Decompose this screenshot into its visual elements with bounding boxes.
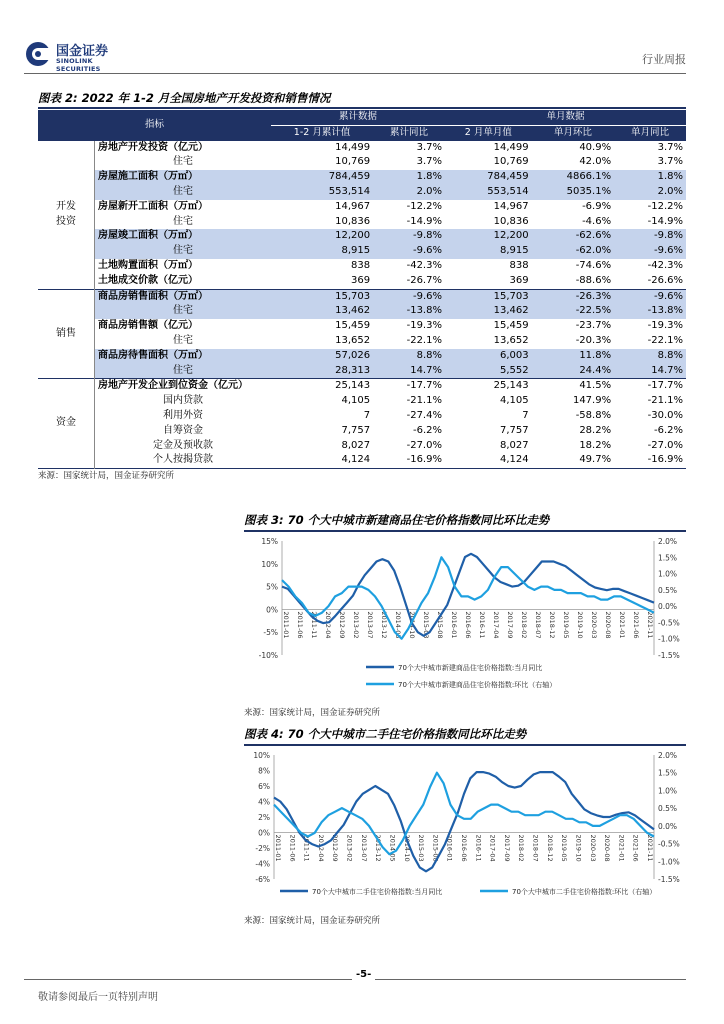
header-cumulative: 累计数据 bbox=[271, 110, 445, 125]
x-tick-label: 2014-05 bbox=[394, 611, 402, 639]
header-cum-yoy: 累计同比 bbox=[373, 125, 445, 140]
x-tick-label: 2016-06 bbox=[460, 834, 468, 862]
header-month-value: 2 月单月值 bbox=[445, 125, 532, 140]
legend-label-0: 70个大中城市二手住宅价格指数:当月同比 bbox=[312, 888, 443, 896]
table-row: 利用外资 7 -27.4% 7 -58.8% -30.0% bbox=[163, 409, 683, 421]
x-tick-label: 2016-11 bbox=[478, 611, 486, 639]
y-right-tick-label: 2.0% bbox=[658, 751, 678, 760]
table-row: 住宅 13,462 -13.8% 13,462 -22.5% -13.8% bbox=[38, 304, 686, 319]
table-title-rule bbox=[38, 107, 686, 109]
x-tick-label: 2016-01 bbox=[450, 611, 458, 639]
chart4-title-rule bbox=[244, 744, 686, 746]
x-tick-label: 2019-10 bbox=[574, 834, 583, 862]
x-tick-label: 2016-06 bbox=[464, 611, 472, 639]
header-rule bbox=[24, 73, 686, 74]
header-indicator: 指标 bbox=[38, 110, 271, 141]
y-right-tick-label: -1.0% bbox=[658, 634, 680, 644]
y-left-tick-label: 6% bbox=[258, 782, 270, 791]
y-right-tick-label: 0.0% bbox=[658, 821, 678, 831]
x-tick-label: 2011-06 bbox=[296, 611, 304, 639]
x-tick-label: 2020-08 bbox=[604, 611, 612, 639]
y-right-tick-label: 1.0% bbox=[658, 569, 678, 579]
brand-en: SINOLINK SECURITIES bbox=[56, 57, 101, 73]
x-tick-label: 2018-07 bbox=[534, 611, 542, 639]
y-left-tick-label: 8% bbox=[258, 766, 270, 776]
x-tick-label: 2011-11 bbox=[310, 611, 318, 639]
x-tick-label: 2017-09 bbox=[506, 611, 514, 639]
x-tick-label: 2011-01 bbox=[274, 834, 282, 862]
x-tick-label: 2019-10 bbox=[576, 611, 584, 639]
y-right-tick-label: -0.5% bbox=[658, 839, 680, 849]
legend-label-1: 70个大中城市新建商品住宅价格指数:环比（右轴） bbox=[398, 681, 557, 689]
chart3-title-rule bbox=[244, 530, 686, 532]
table-row: 房屋新开工面积（万㎡） 14,967 -12.2% 14,967 -6.9% -12.2% bbox=[98, 200, 683, 212]
table-row: 土地购置面积（万㎡） 838 -42.3% 838 -74.6% -42.3% bbox=[98, 259, 683, 271]
x-tick-label: 2012-09 bbox=[338, 611, 346, 639]
header-monthly: 单月数据 bbox=[445, 110, 686, 125]
header-month-mom: 单月环比 bbox=[532, 125, 614, 140]
x-tick-label: 2011-06 bbox=[288, 834, 297, 862]
x-tick-label: 2017-04 bbox=[488, 834, 497, 862]
x-tick-label: 2011-01 bbox=[282, 611, 290, 639]
y-left-tick-label: -2% bbox=[255, 844, 270, 853]
x-tick-label: 2014-10 bbox=[408, 611, 416, 639]
category-development: 开发 投资 bbox=[38, 141, 95, 289]
x-tick-label: 2018-07 bbox=[531, 834, 540, 862]
legend-label-0: 70个大中城市新建商品住宅价格指数:当月同比 bbox=[398, 664, 543, 672]
logo bbox=[24, 40, 134, 73]
x-tick-label: 2021-11 bbox=[646, 834, 654, 862]
disclaimer-note: 敬请参阅最后一页特别声明 bbox=[38, 992, 158, 1003]
table-row: 定金及预收款 8,027 -27.0% 8,027 18.2% -27.0% bbox=[153, 439, 683, 451]
x-tick-label: 2018-02 bbox=[517, 834, 526, 862]
x-tick-label: 2019-05 bbox=[560, 834, 569, 862]
x-tick-label: 2014-10 bbox=[402, 834, 411, 862]
y-right-tick-label: 1.0% bbox=[658, 786, 678, 796]
doc-type: 行业周报 bbox=[642, 53, 686, 66]
brand-cn: 国金证券 bbox=[56, 44, 109, 59]
y-left-tick-label: -10% bbox=[258, 651, 278, 660]
table-title: 图表 2: 2022 年 1-2 月全国房地产开发投资和销售情况 bbox=[38, 91, 331, 105]
investment-sales-table bbox=[38, 110, 686, 469]
x-tick-label: 2013-12 bbox=[374, 834, 383, 862]
x-tick-label: 2017-09 bbox=[502, 834, 511, 862]
table-row: 土地成交价款（亿元） 369 -26.7% 369 -88.6% -26.6% bbox=[98, 274, 683, 286]
y-right-tick-label: 0.5% bbox=[658, 804, 678, 814]
x-tick-label: 2021-06 bbox=[632, 611, 640, 639]
chart3-source: 来源：国家统计局，国金证券研究所 bbox=[244, 708, 381, 718]
table-source: 来源：国家统计局，国金证券研究所 bbox=[38, 471, 175, 481]
y-left-tick-label: 0% bbox=[258, 828, 270, 838]
x-tick-label: 2016-11 bbox=[474, 834, 483, 862]
chart4-source: 来源：国家统计局，国金证券研究所 bbox=[244, 916, 381, 926]
y-left-tick-label: -6% bbox=[255, 875, 270, 884]
y-left-tick-label: 10% bbox=[261, 559, 278, 569]
x-tick-label: 2018-12 bbox=[545, 834, 554, 862]
table-row: 自筹资金 7,757 -6.2% 7,757 28.2% -6.2% bbox=[163, 424, 683, 436]
table-row: 商品房销售额（亿元） 15,459 -19.3% 15,459 -23.7% -19.3% bbox=[98, 320, 683, 332]
x-tick-label: 2018-02 bbox=[520, 611, 528, 639]
x-tick-label: 2019-05 bbox=[562, 611, 570, 639]
table-row: 房屋施工面积（万㎡） 784,459 1.8% 784,459 4866.1% 1.8% bbox=[38, 170, 686, 185]
y-right-tick-label: -1.5% bbox=[658, 875, 680, 884]
page-number: -5- bbox=[352, 969, 375, 980]
x-tick-label: 2015-08 bbox=[436, 611, 444, 639]
x-tick-label: 2013-12 bbox=[380, 611, 388, 639]
y-right-tick-label: 0.5% bbox=[658, 585, 678, 595]
y-right-tick-label: -1.5% bbox=[658, 651, 680, 660]
table-row: 商品房待售面积（万㎡） 57,026 8.8% 6,003 11.8% 8.8% bbox=[38, 349, 686, 364]
header-cum-value: 1-2 月累计值 bbox=[271, 125, 373, 140]
y-right-tick-label: 0.0% bbox=[658, 602, 678, 612]
table-row: 住宅 553,514 2.0% 553,514 5035.1% 2.0% bbox=[38, 185, 686, 200]
table-row: 住宅 10,769 3.7% 10,769 42.0% 3.7% bbox=[173, 156, 683, 168]
legend-label-1: 70个大中城市二手住宅价格指数:环比（右轴） bbox=[512, 888, 657, 896]
y-left-tick-label: -4% bbox=[255, 859, 270, 869]
table-row: 资金 房地产开发企业到位资金（亿元） 25,143 -17.7% 25,143 41.5% -17.7% bbox=[38, 379, 686, 394]
y-right-tick-label: 1.5% bbox=[658, 768, 678, 778]
x-tick-label: 2011-11 bbox=[302, 834, 311, 862]
chart3-title: 图表 3: 70 个大中城市新建商品住宅价格指数同比环比走势 bbox=[244, 513, 550, 527]
table-row: 住宅 13,652 -22.1% 13,652 -20.3% -22.1% bbox=[173, 334, 683, 346]
y-right-tick-label: -1.0% bbox=[658, 857, 680, 867]
table-row: 个人按揭贷款 4,124 -16.9% 4,124 49.7% -16.9% bbox=[38, 453, 686, 468]
x-tick-label: 2017-04 bbox=[492, 611, 500, 639]
table-row: 住宅 8,915 -9.6% 8,915 -62.0% -9.6% bbox=[38, 244, 686, 259]
x-tick-label: 2018-12 bbox=[548, 611, 556, 639]
y-left-tick-label: 5% bbox=[266, 582, 278, 592]
x-tick-label: 2012-09 bbox=[331, 834, 340, 862]
y-left-tick-label: 15% bbox=[261, 537, 278, 546]
x-tick-label: 2021-11 bbox=[646, 611, 654, 639]
y-left-tick-label: -5% bbox=[263, 628, 278, 638]
x-tick-label: 2020-03 bbox=[588, 834, 597, 862]
header-month-yoy: 单月同比 bbox=[614, 125, 686, 140]
x-tick-label: 2020-08 bbox=[603, 834, 612, 862]
x-tick-label: 2015-08 bbox=[431, 834, 440, 862]
table-row: 销售 商品房销售面积（万㎡） 15,703 -9.6% 15,703 -26.3% -9.6% bbox=[38, 289, 686, 304]
y-left-tick-label: 10% bbox=[253, 751, 270, 760]
x-tick-label: 2021-01 bbox=[617, 834, 626, 862]
x-tick-label: 2021-01 bbox=[618, 611, 626, 639]
y-right-tick-label: 2.0% bbox=[658, 537, 678, 546]
x-tick-label: 2013-07 bbox=[359, 834, 368, 862]
y-left-tick-label: 2% bbox=[258, 813, 270, 822]
x-tick-label: 2015-03 bbox=[417, 834, 426, 862]
x-tick-label: 2015-03 bbox=[422, 611, 430, 639]
x-tick-label: 2012-04 bbox=[324, 611, 332, 639]
x-tick-label: 2016-01 bbox=[445, 834, 454, 862]
y-left-tick-label: 0% bbox=[266, 605, 278, 615]
table-row: 国内贷款 4,105 -21.1% 4,105 147.9% -21.1% bbox=[163, 395, 683, 407]
x-tick-label: 2012-04 bbox=[316, 834, 325, 862]
y-right-tick-label: 1.5% bbox=[658, 553, 678, 563]
table-row: 住宅 28,313 14.7% 5,552 24.4% 14.7% bbox=[38, 364, 686, 379]
table-row: 住宅 10,836 -14.9% 10,836 -4.6% -14.9% bbox=[173, 215, 683, 227]
y-right-tick-label: -0.5% bbox=[658, 618, 680, 628]
chart4-title: 图表 4: 70 个大中城市二手住宅价格指数同比环比走势 bbox=[244, 727, 527, 741]
x-tick-label: 2020-03 bbox=[590, 611, 598, 639]
x-tick-label: 2014-05 bbox=[388, 834, 397, 862]
x-tick-label: 2013-02 bbox=[352, 611, 360, 639]
category-sales: 销售 bbox=[38, 289, 95, 379]
category-funds: 资金 bbox=[38, 379, 95, 469]
sinolink-logo-icon bbox=[24, 40, 52, 68]
table-row: 房屋竣工面积（万㎡） 12,200 -9.8% 12,200 -62.6% -9.8% bbox=[38, 229, 686, 244]
y-left-tick-label: 4% bbox=[258, 797, 270, 807]
x-tick-label: 2021-06 bbox=[631, 834, 640, 862]
x-tick-label: 2013-07 bbox=[366, 611, 374, 639]
x-tick-label: 2013-02 bbox=[345, 834, 354, 862]
chart3-new-home-price bbox=[244, 533, 686, 703]
table-row: 开发 投资 房地产开发投资（亿元） 14,499 3.7% 14,499 40.9% 3.7% bbox=[38, 141, 686, 156]
chart4-second-hand-price bbox=[244, 747, 686, 909]
